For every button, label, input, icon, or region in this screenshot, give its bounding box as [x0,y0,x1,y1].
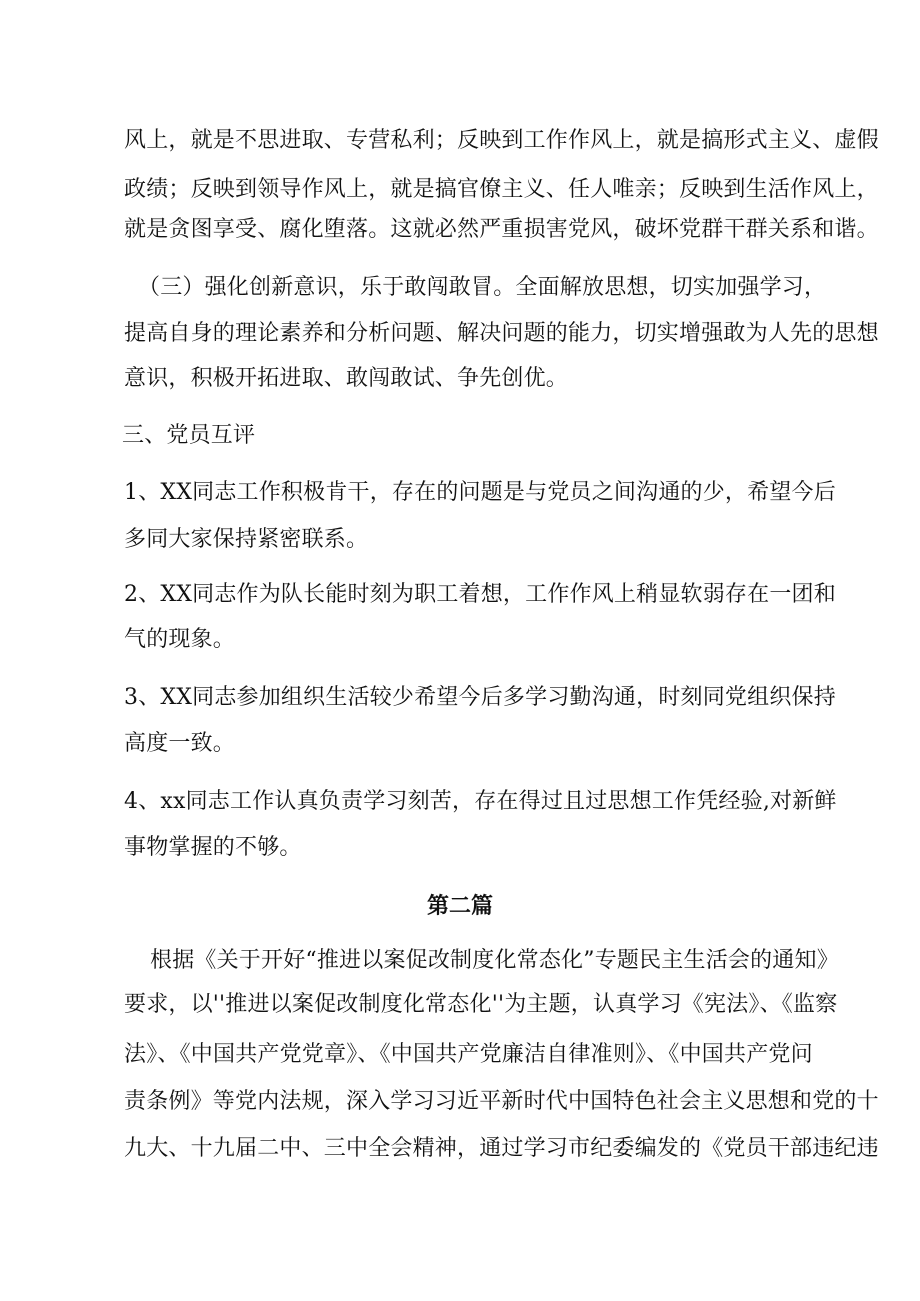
review-line: 3、XX同志参加组织生活较少希望今后多学习勤沟通，时刻同党组织保持 [124,685,836,710]
review-line: 高度一致。 [124,731,236,756]
paragraph-line: 就是贪图享受、腐化堕落。这就必然严重损害党风，破坏党群干群关系和谐。 [124,217,879,242]
review-line: 1、XX同志工作积极肯干，存在的问题是与党员之间沟通的少，希望今后 [124,480,836,505]
review-line: 事物掌握的不够。 [124,835,302,860]
paragraph-line: 根据《关于开好“推进以案促改制度化常态化”专题民主生活会的通知》 [150,948,839,973]
paragraph-line: 意识，积极开拓进取、敢闯敢试、争先创优。 [124,366,569,391]
part-title: 第二篇 [426,894,493,919]
paragraph-line: 政绩；反映到领导作风上，就是搞官僚主义、任人唯亲；反映到生活作风上， [124,177,879,202]
paragraph-line: 责条例》等党内法规，深入学习习近平新时代中国特色社会主义思想和党的十 [124,1089,879,1114]
paragraph-line: （三）强化创新意识，乐于敢闯敢冒。全面解放思想，切实加强学习， [138,275,827,300]
paragraph-line: 提高自身的理论素养和分析问题、解决问题的能力，切实增强敢为人先的思想 [124,321,879,346]
review-line: 多同大家保持紧密联系。 [124,527,369,552]
paragraph-line: 九大、十九届二中、三中全会精神，通过学习市纪委编发的《党员干部违纪违 [124,1136,879,1161]
section-heading: 三、党员互评 [122,423,256,448]
review-line: 气的现象。 [124,627,236,652]
review-line: 2、XX同志作为队长能时刻为职工着想，工作作风上稍显软弱存在一团和 [124,582,836,607]
paragraph-line: 法》、《中国共产党党章》、《中国共产党廉洁自律准则》、《中国共产党问 [124,1042,813,1067]
paragraph-line: 风上，就是不思进取、专营私利；反映到工作作风上，就是搞形式主义、虚假 [124,128,879,153]
review-line: 4、xx同志工作认真负责学习刻苦，存在得过且过思想工作凭经验,对新鲜 [124,789,837,814]
paragraph-line: 要求，以''推进以案促改制度化常态化''为主题，认真学习《宪法》、《监察 [124,992,838,1017]
